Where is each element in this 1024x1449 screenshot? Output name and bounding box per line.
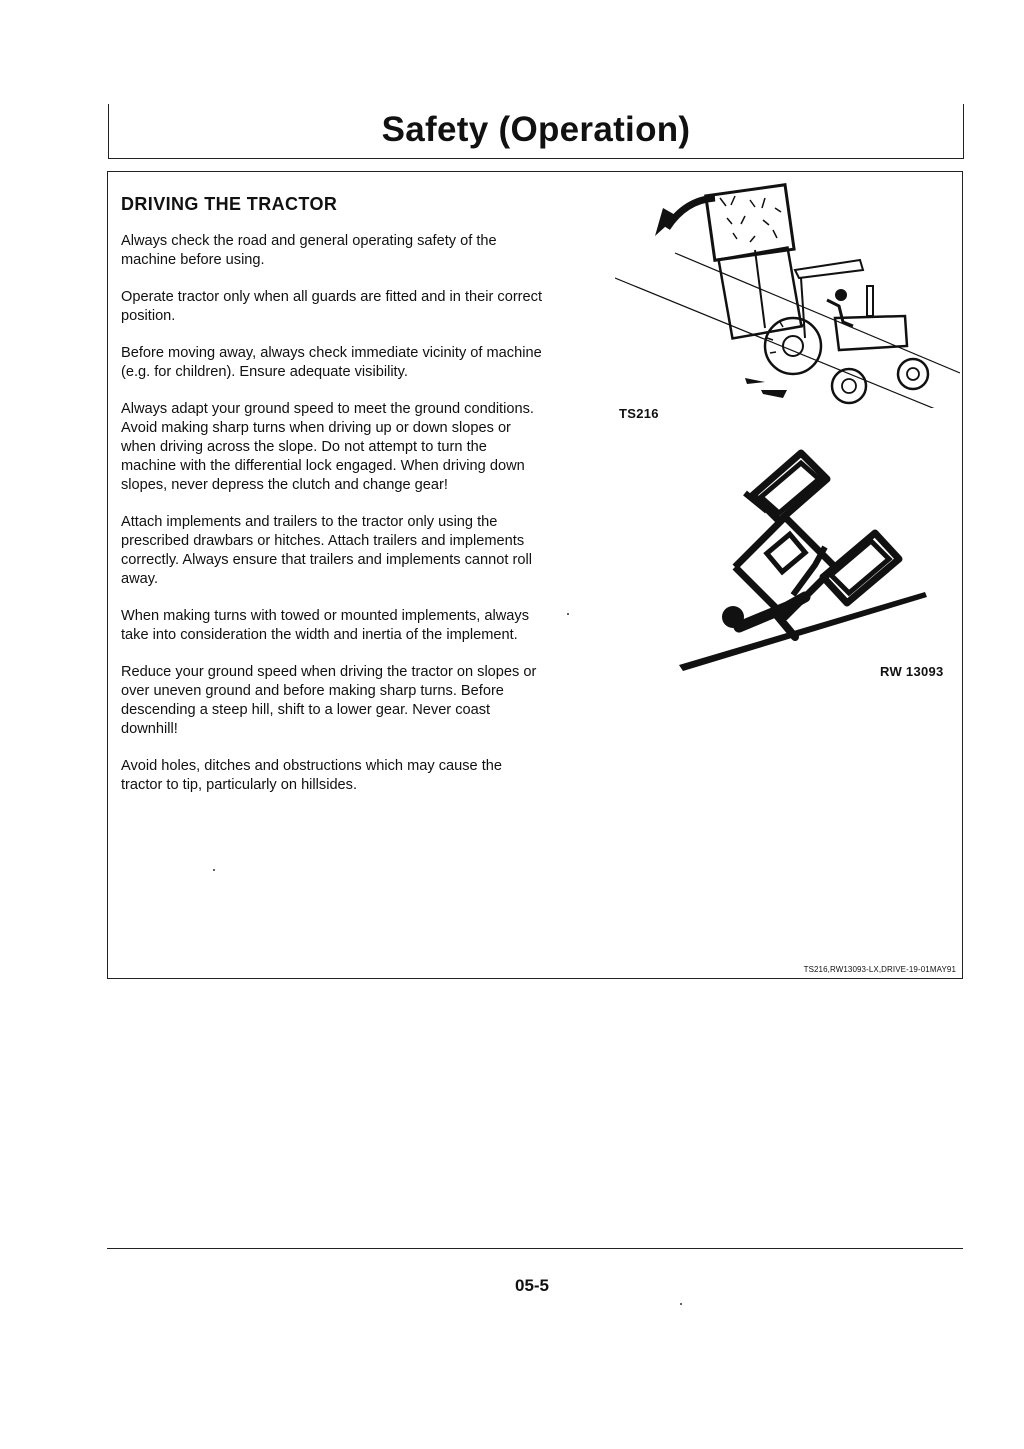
bottom-rule: [107, 1248, 963, 1249]
page-title: Safety (Operation): [381, 110, 691, 149]
scan-speck: [567, 613, 569, 615]
paragraph: Always check the road and general operating safety of the machine before using.: [121, 233, 497, 268]
paragraph: When making turns with towed or mounted implements, always take into consideration the width and inertia of the implement.: [121, 608, 529, 643]
tractor-slope-illustration: [615, 178, 960, 408]
paragraph: Avoid holes, ditches and obstructions which may cause the tractor to tip, particularly on hillsides.: [121, 758, 503, 793]
figure-label-rollover: RW 13093: [880, 664, 944, 679]
paragraph: Operate tractor only when all guards are fitted and in their correct position.: [121, 289, 543, 324]
paragraph-list: [121, 232, 546, 813]
scan-speck: [213, 869, 215, 871]
tractor-rollover-illustration: [675, 447, 935, 682]
figure-label-tractor: TS216: [619, 406, 659, 421]
paragraph: Attach implements and trailers to the tractor only using the prescribed drawbars or hitches. Attach trailers and implements correctly. Always ensure that trailers and implements cannot roll away.: [121, 514, 532, 587]
paragraph: Reduce your ground speed when driving the tractor on slopes or over uneven ground and before making sharp turns. Before descending a steep hill, shift to a lower gear. Never coast downhill!: [121, 664, 537, 737]
title-bar: [108, 104, 964, 159]
page-number: 05-5: [514, 1276, 550, 1295]
paragraph: Always adapt your ground speed to meet the ground conditions. Avoid making sharp turns when driving up or down slopes or when driving across the slope. Do not attempt to turn the machine with the differential lock engaged. When driving down slopes, never depress the clutch and change gear!: [121, 401, 534, 493]
document-code: TS216,RW13093-LX,DRIVE-19-01MAY91: [803, 965, 956, 974]
paragraph: Before moving away, always check immediate vicinity of machine (e.g. for children). Ensure adequate visibility.: [121, 345, 542, 380]
section-heading: DRIVING THE TRACTOR: [121, 194, 338, 214]
scan-speck: [680, 1303, 682, 1305]
